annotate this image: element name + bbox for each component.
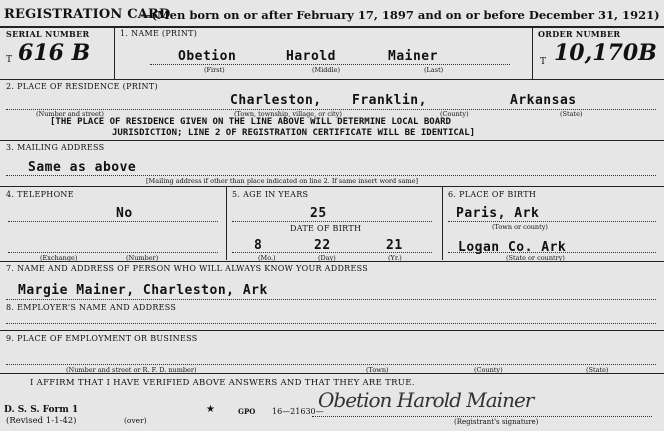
residence-street-caption: (Number and street) bbox=[36, 110, 104, 118]
name-label: 1. NAME (PRINT) bbox=[120, 29, 198, 38]
name-last-value: Mainer bbox=[388, 49, 438, 64]
birthplace-label: 6. PLACE OF BIRTH bbox=[448, 190, 537, 199]
name-last-caption: (Last) bbox=[424, 66, 444, 74]
dob-day-caption: (Day) bbox=[318, 254, 336, 262]
mailing-caption: [Mailing address if other than place indicated on line 2. If same insert word same] bbox=[146, 177, 419, 185]
residence-label: 2. PLACE OF RESIDENCE (PRINT) bbox=[6, 82, 158, 91]
star-icon: ★ bbox=[206, 404, 215, 415]
contact-value: Margie Mainer, Charleston, Ark bbox=[18, 283, 268, 298]
employment-county-caption: (County) bbox=[474, 366, 503, 374]
form-number: D. S. S. Form 1 bbox=[4, 405, 79, 415]
name-middle-value: Harold bbox=[286, 49, 336, 64]
form-revised: (Revised 1-1-42) bbox=[6, 416, 77, 426]
mailing-label: 3. MAILING ADDRESS bbox=[6, 143, 105, 152]
name-first-value: Obetion bbox=[178, 49, 237, 64]
serial-prefix: T bbox=[6, 55, 13, 65]
telephone-number-caption: (Number) bbox=[126, 254, 159, 262]
residence-notice-line1: [THE PLACE OF RESIDENCE GIVEN ON THE LINE ABOVE WILL DETERMINE LOCAL BOARD bbox=[50, 117, 451, 127]
serial-number-value: 616 B bbox=[18, 40, 91, 66]
birthplace-town-value: Paris, Ark bbox=[456, 206, 540, 221]
mailing-value: Same as above bbox=[28, 160, 137, 175]
residence-town-caption: (Town, township, village, or city) bbox=[234, 110, 342, 118]
affirm-text: I AFFIRM THAT I HAVE VERIFIED ABOVE ANSWERS AND THAT THEY ARE TRUE. bbox=[30, 378, 415, 388]
employment-state-caption: (State) bbox=[586, 366, 609, 374]
order-number-value: 10,170B bbox=[554, 40, 657, 66]
dob-label: DATE OF BIRTH bbox=[290, 224, 362, 233]
dob-year-value: 21 bbox=[386, 238, 403, 253]
employment-town-caption: (Town) bbox=[366, 366, 389, 374]
order-prefix: T bbox=[540, 57, 547, 67]
dob-day-value: 22 bbox=[314, 238, 331, 253]
card-title: REGISTRATION CARD bbox=[4, 7, 171, 22]
print-code: 16—21630— bbox=[272, 407, 324, 416]
dob-month-value: 8 bbox=[254, 238, 263, 253]
telephone-exchange-caption: (Exchange) bbox=[40, 254, 78, 262]
employment-street-caption: (Number and street or R. F. D. number) bbox=[66, 366, 197, 374]
serial-number-label: SERIAL NUMBER bbox=[6, 29, 90, 39]
birthplace-town-caption: (Town or county) bbox=[492, 223, 548, 231]
dob-month-caption: (Mo.) bbox=[258, 254, 276, 262]
residence-county-caption: (County) bbox=[440, 110, 469, 118]
age-label: 5. AGE IN YEARS bbox=[232, 190, 309, 199]
card-subtitle: —(Men born on or after February 17, 1897 and on or before December 31, 1921) bbox=[140, 8, 660, 22]
age-value: 25 bbox=[310, 206, 327, 221]
residence-town-value: Charleston, bbox=[230, 93, 322, 108]
employment-place-label: 9. PLACE OF EMPLOYMENT OR BUSINESS bbox=[6, 334, 198, 343]
residence-county-value: Franklin, bbox=[352, 93, 427, 108]
order-number-label: ORDER NUMBER bbox=[538, 29, 621, 39]
telephone-value: No bbox=[116, 206, 133, 221]
over-note: (over) bbox=[124, 416, 147, 425]
birthplace-state-caption: (State or country) bbox=[506, 254, 565, 262]
telephone-label: 4. TELEPHONE bbox=[6, 190, 74, 199]
signature-caption: (Registrant's signature) bbox=[454, 418, 539, 426]
contact-label: 7. NAME AND ADDRESS OF PERSON WHO WILL ALWAYS KNOW YOUR ADDRESS bbox=[6, 264, 369, 273]
registrant-signature: Obetion Harold Mainer bbox=[318, 388, 534, 412]
dob-year-caption: (Yr.) bbox=[388, 254, 402, 262]
birthplace-county-value: Logan Co. Ark bbox=[458, 240, 567, 255]
name-middle-caption: (Middle) bbox=[312, 66, 341, 74]
employer-label: 8. EMPLOYER'S NAME AND ADDRESS bbox=[6, 303, 177, 312]
residence-state-value: Arkansas bbox=[510, 93, 577, 108]
residence-state-caption: (State) bbox=[560, 110, 583, 118]
residence-notice-line2: JURISDICTION; LINE 2 OF REGISTRATION CERTIFICATE WILL BE IDENTICAL] bbox=[112, 128, 476, 138]
name-first-caption: (First) bbox=[204, 66, 225, 74]
gpo-mark: GPO bbox=[238, 407, 256, 416]
